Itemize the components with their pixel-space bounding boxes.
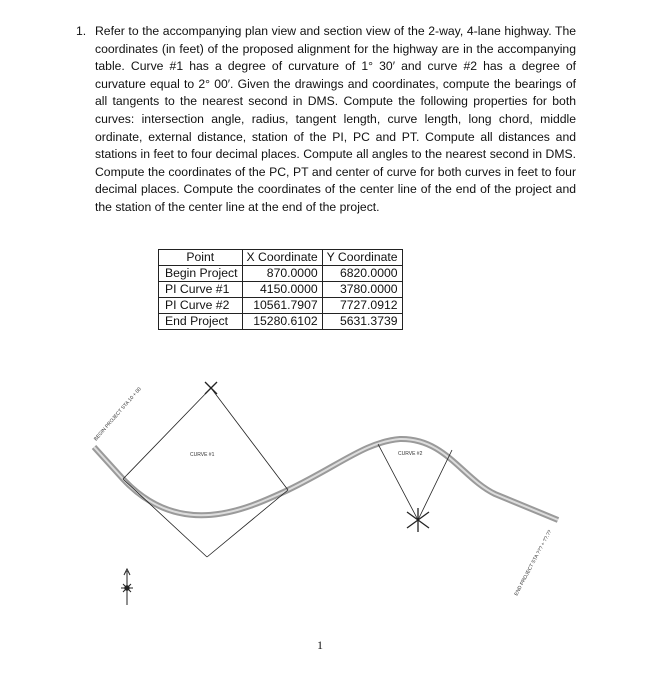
pi-curve-1-marker <box>205 382 217 394</box>
column-header-point: Point <box>159 250 243 266</box>
begin-project-label: BEGIN PROJECT STA 10 + 00 <box>92 386 143 443</box>
x-coordinate: 870.0000 <box>242 266 322 282</box>
tangent-line-1 <box>123 388 211 479</box>
y-coordinate: 5631.3739 <box>322 314 402 330</box>
tangent-line-2 <box>211 388 288 490</box>
problem-text: Refer to the accompanying plan view and section view of the 2-way, 4-lane highway. The coordinates (in feet) of the proposed alignment for the highway are in the accompanying table. Curve #1 has a degree of curvature of 1° 30′ and curve #2 has a degree of curvature equal to 2° 00′. Given the drawings and coordinates, compute the bearings of all tangents to the nearest second in DMS. Compute the following properties for both curves: intersection angle, radius, tangent length, curve length, long chord, middle ordinate, external distance, station of the PI, PC and PT. Compute all distances and stations in feet to four decimal places. Compute all angles to the nearest second in DMS. Compute the coordinates of the PC, PT and center of curve for both curves in feet to four decimal places. Compute the coordinates of the center line of the end of the project and the station of the center line at the end of the project. <box>95 24 576 214</box>
y-coordinate: 6820.0000 <box>322 266 402 282</box>
y-coordinate: 3780.0000 <box>322 282 402 298</box>
x-coordinate: 10561.7907 <box>242 298 322 314</box>
highway-alignment-inner <box>94 439 558 520</box>
column-header-y: Y Coordinate <box>322 250 402 266</box>
point-name: PI Curve #2 <box>159 298 243 314</box>
curve-1-label: CURVE #1 <box>190 452 215 458</box>
end-project-label: END PROJECT STA ??? + ??.?? <box>513 529 554 597</box>
curve-2-label: CURVE #2 <box>398 451 423 457</box>
center-curve-2-marker <box>407 508 429 532</box>
point-name: PI Curve #1 <box>159 282 243 298</box>
radius-line-2 <box>207 490 288 557</box>
column-header-x: X Coordinate <box>242 250 322 266</box>
page-number: 1 <box>317 638 323 652</box>
curve-1-geometry <box>123 388 288 557</box>
north-arrow-icon <box>121 569 133 605</box>
radius-line-4 <box>418 450 452 520</box>
point-name: Begin Project <box>159 266 243 282</box>
y-coordinate: 7727.0912 <box>322 298 402 314</box>
point-name: End Project <box>159 314 243 330</box>
x-coordinate: 15280.6102 <box>242 314 322 330</box>
problem-number: 1. <box>76 24 87 38</box>
x-coordinate: 4150.0000 <box>242 282 322 298</box>
